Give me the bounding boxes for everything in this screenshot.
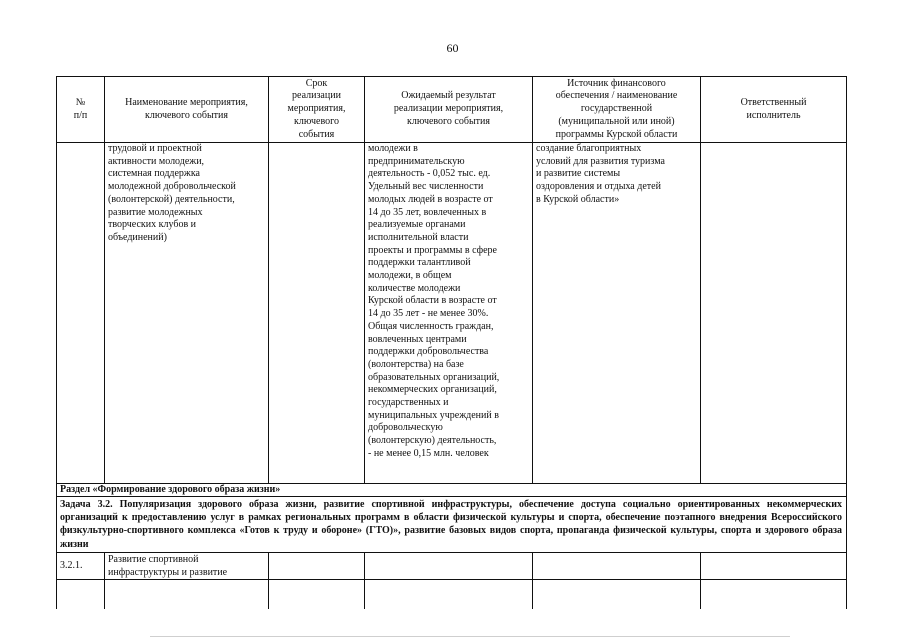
row-result-continued: молодежи в предпринимательскую деятельность - 0,052 тыс. ед. Удельный вес численности молодых людей в возрасте от 14 до 35 лет, вовлеченных в реализуемые органами исполнительной власти проекты и программы в сфере поддержки талантливой молодежи, в общем количестве молодежи Курской области в возрасте от 14 до 35 лет - не менее 30%. Общая численность граждан, вовлеченных центрами поддержки добровольчества (волонтерства) на базе образовательных организаций, некоммерческих организаций, государственных и муниципальных учреждений в добровольческую (волонтерскую) деятельность, - не менее 0,15 млн. человек [368,143,500,459]
col-sep-2-row321 [268,552,269,609]
header-source: Источник финансового обеспечения / наименование государственной (муниципальной или иной) программы Курской области [555,77,678,140]
table-border-right [846,76,847,609]
header-executor: Ответственный исполнитель [740,96,807,121]
row-321-name: Развитие спортивной инфраструктуры и развитие [108,554,228,578]
task-description: Задача 3.2. Популяризация здорового образа жизни, развитие спортивной инфраструктуры, обеспечение доступа социально ориентированных некоммерческих организаций к предоставлению услуг в рамках региональных программ в области физической культуры и спорта, обеспечение поэтапного внедрения Всероссийского физкультурно-спортивного комплекса «Готов к труду и обороне» (ГТО)», развитие базовых видов спорта, пропаганда физической культуры, спорта и здорового образа жизни [60,499,842,550]
col-sep-4-row321 [532,552,533,609]
col-sep-3-row321 [364,552,365,609]
col-sep-1-row321 [104,552,105,609]
header-term: Срок реализации мероприятия, ключевого события [287,77,346,140]
scan-edge-line [150,636,790,637]
col-sep-5-row321 [700,552,701,609]
section-title: Раздел «Формирование здорового образа жизни» [60,484,281,495]
header-name: Наименование мероприятия, ключевого события [125,96,248,121]
task-bottom-rule [56,552,847,553]
row-321-number: 3.2.1. [60,560,83,571]
page-number: 60 [446,41,459,55]
header-result: Ожидаемый результат реализации мероприятия, ключевого события [393,90,504,127]
row-name-continued: трудовой и проектной активности молодежи, системная поддержка молодежной добровольческой (волонтерской) деятельности, развитие молодежных творческих клубов и объединений) [108,143,236,243]
row-source-continued: создание благоприятных условий для развития туризма и развитие системы оздоровления и отдыха детей в Курской области» [536,143,665,205]
table-border-left [56,76,57,609]
header-num: № п/п [73,96,88,121]
